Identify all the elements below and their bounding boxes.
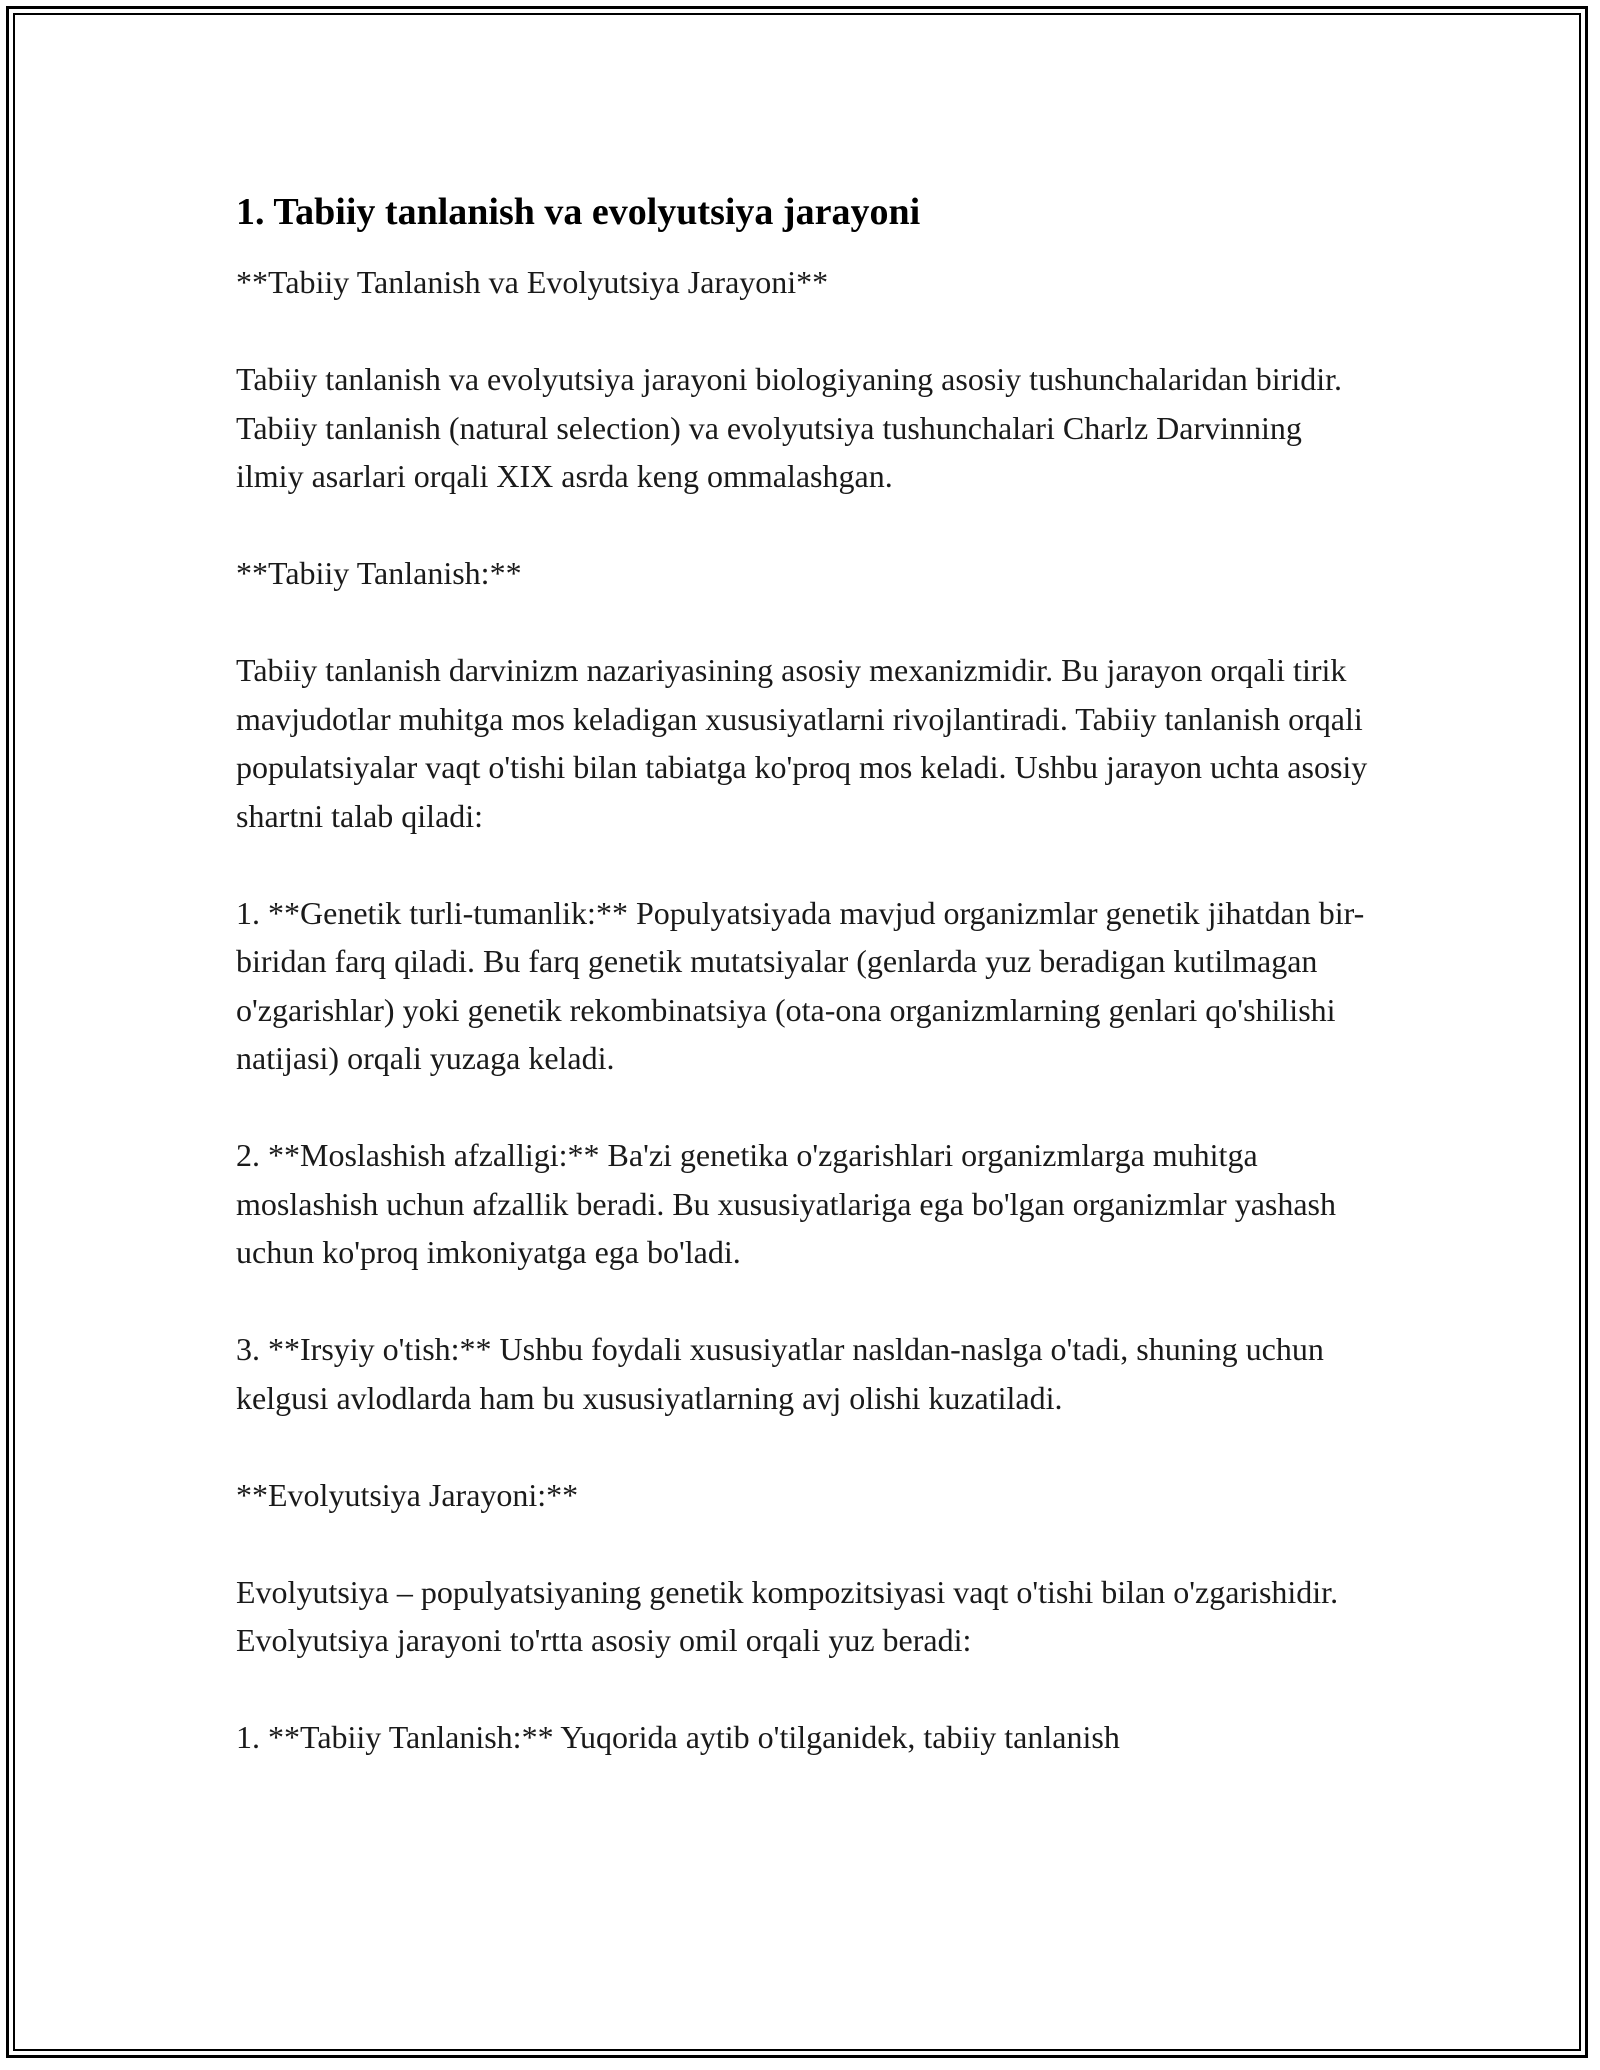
paragraph-evolution-body: Evolyutsiya – populyatsiyaning genetik kompozitsiyasi vaqt o'tishi bilan o'zgarishidir. Evolyutsiya jarayoni to'rtta asosiy omil orqali yuz beradi: [236,1573,1339,1658]
document-body [236,186,1376,1762]
paragraph-title: **Tabiiy Tanlanish va Evolyutsiya Jarayoni** [236,264,829,300]
list-item-genetic-diversity: 1. **Genetik turli-tumanlik:** Populyatsiyada mavjud organizmlar genetik jihatdan bir-biridan farq qiladi. Bu farq genetik mutatsiyalar (genlarda yuz beradigan kutilmagan o'zgarishlar) yoki genetik rekombinatsiya (ota-ona organizmlarning genlari qo'shilishi natijasi) orqali yuzaga keladi. [236,894,1365,1076]
list-item-heredity: 3. **Irsyiy o'tish:** Ushbu foydali xususiyatlar nasldan-naslga o'tadi, shuning uchun kelgusi avlodlarda ham bu xususiyatlarning avj olishi kuzatiladi. [236,1331,1324,1416]
paragraph-intro: Tabiiy tanlanish va evolyutsiya jarayoni biologiyaning asosiy tushunchalaridan biridir. Tabiiy tanlanish (natural selection) va evolyutsiya tushunchalari Charlz Darvinning ilmiy asarlari orqali XIX asrda keng ommalashgan. [236,361,1342,494]
section-heading: 1. Tabiiy tanlanish va evolyutsiya jarayoni [236,191,921,233]
paragraph-selection-body: Tabiiy tanlanish darvinizm nazariyasining asosiy mexanizmidir. Bu jarayon orqali tirik mavjudotlar muhitga mos keladigan xususiyatlarni rivojlantiradi. Tabiiy tanlanish orqali populatsiyalar vaqt o'tishi bilan tabiatga ko'proq mos keladi. Ushbu jarayon uchta asosiy shartni talab qiladi: [236,652,1368,834]
paragraph-subheading-selection: **Tabiiy Tanlanish:** [236,555,522,591]
paragraph-subheading-evolution: **Evolyutsiya Jarayoni:** [236,1476,579,1513]
list-item-adaptive-advantage: 2. **Moslashish afzalligi:** Ba'zi genetika o'zgarishlari organizmlarga muhitga moslashish uchun afzallik beradi. Bu xususiyatlariga ega bo'lgan organizmlar yashash uchun ko'proq imkoniyatga ega bo'ladi. [236,1137,1336,1270]
list-item-natural-selection: 1. **Tabiiy Tanlanish:** Yuqorida aytib o'tilganidek, tabiiy tanlanish [236,1719,1120,1755]
